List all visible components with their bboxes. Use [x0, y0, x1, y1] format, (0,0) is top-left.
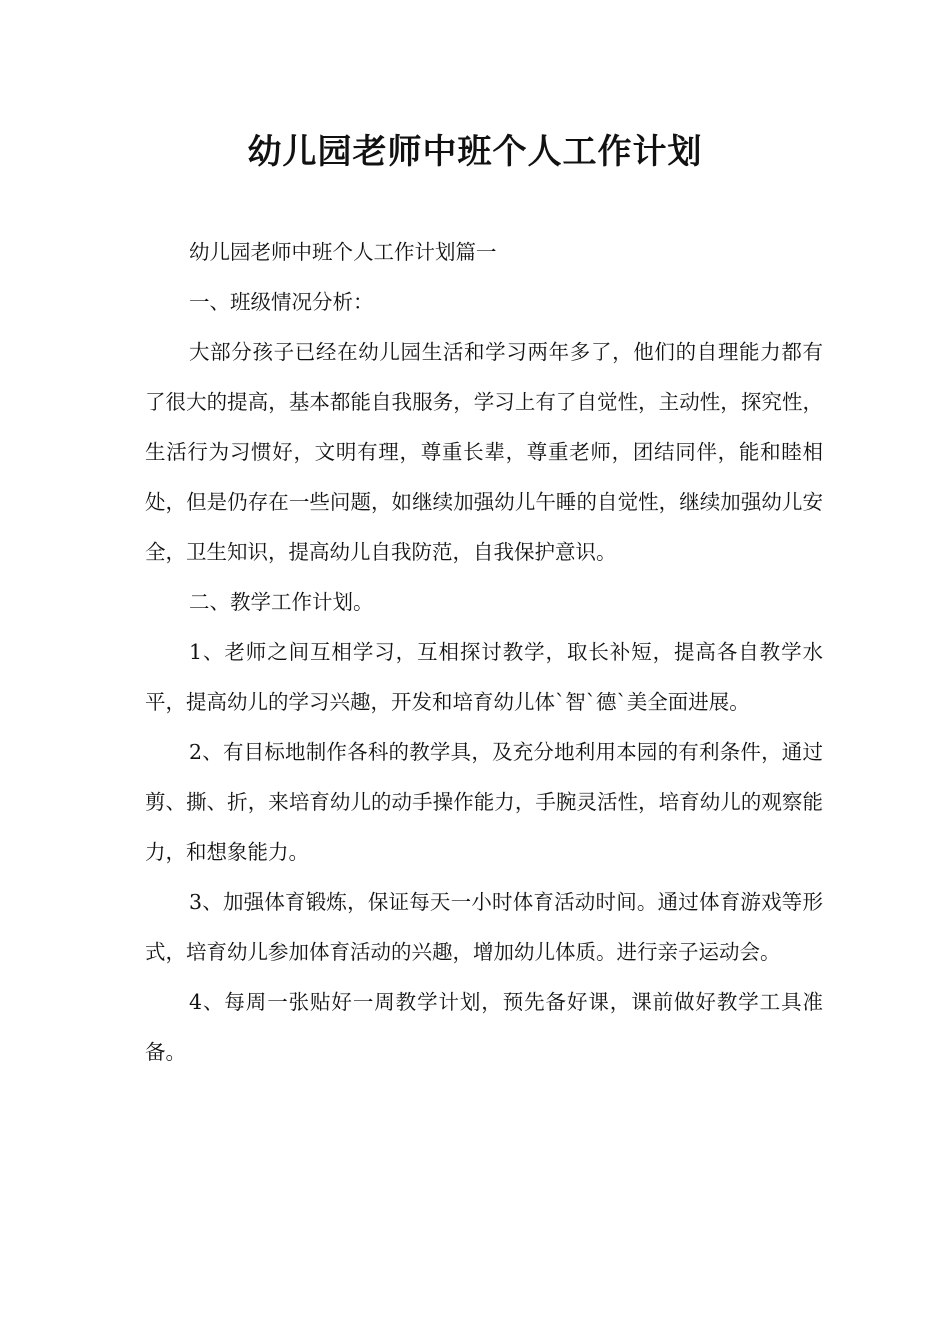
plan-item-1: 1、老师之间互相学习，互相探讨教学，取长补短，提高各自教学水平，提高幼儿的学习兴趣，开发和培育幼儿体`智`德`美全面进展。 [145, 640, 823, 714]
paragraph-class-analysis: 大部分孩子已经在幼儿园生活和学习两年多了，他们的自理能力都有了很大的提高，基本都能自我服务，学习上有了自觉性，主动性，探究性，生活行为习惯好，文明有理，尊重长辈，尊重老师，团结同伴，能和睦相处，但是仍存在一些问题，如继续加强幼儿午睡的自觉性，继续加强幼儿安全，卫生知识，提高幼儿自我防范，自我保护意识。 [145, 340, 823, 564]
plan-item-2: 2、有目标地制作各科的教学具，及充分地利用本园的有利条件，通过剪、撕、折，来培育幼儿的动手操作能力，手腕灵活性，培育幼儿的观察能力，和想象能力。 [145, 740, 823, 864]
section-heading-part-one: 幼儿园老师中班个人工作计划篇一 [189, 240, 497, 264]
plan-item-3: 3、加强体育锻炼，保证每天一小时体育活动时间。通过体育游戏等形式，培育幼儿参加体育活动的兴趣，增加幼儿体质。进行亲子运动会。 [145, 890, 823, 964]
document-body [145, 227, 823, 1077]
heading-teaching-plan: 二、教学工作计划。 [189, 590, 374, 614]
document-title: 幼儿园老师中班个人工作计划 [247, 132, 703, 172]
heading-class-analysis: 一、班级情况分析： [189, 290, 374, 314]
plan-item-4: 4、每周一张贴好一周教学计划，预先备好课，课前做好教学工具准备。 [145, 990, 823, 1064]
